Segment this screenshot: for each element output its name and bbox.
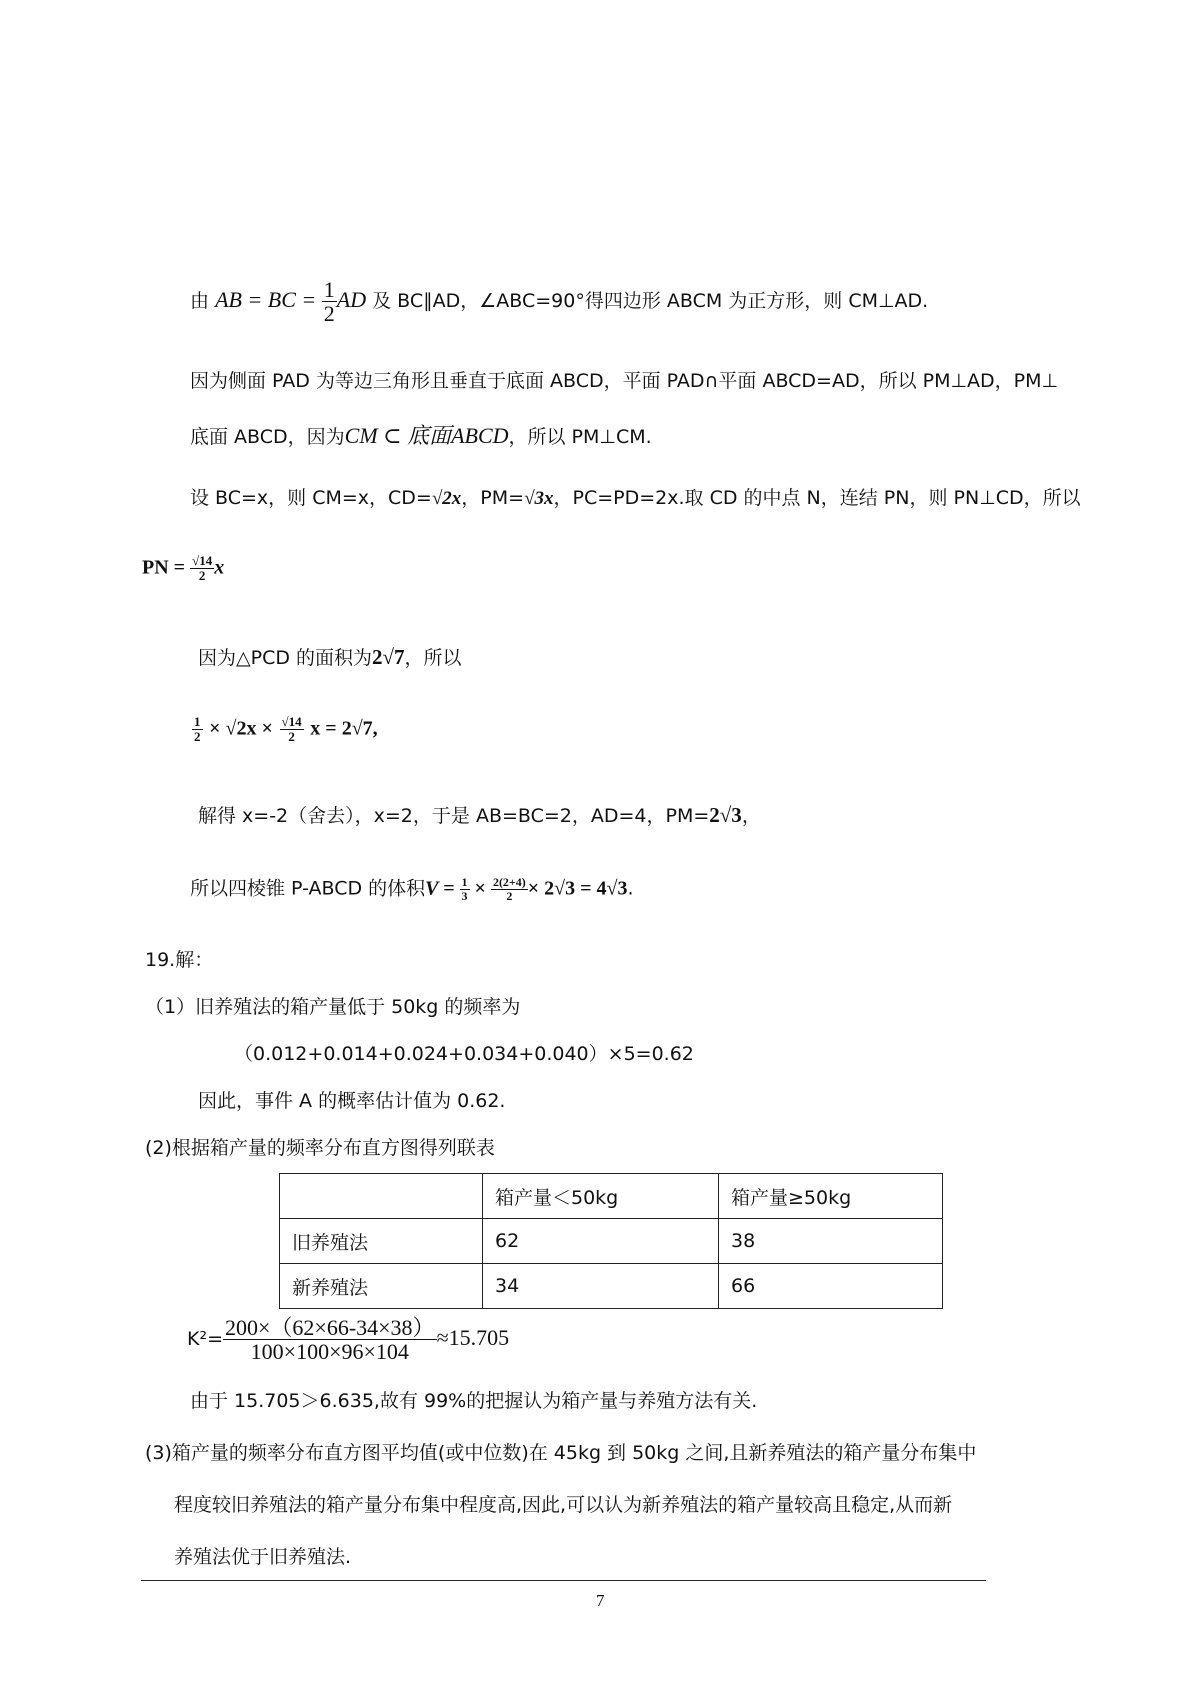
math-cm-subset: CM ⊂ 底面ABCD: [344, 423, 509, 448]
formula-pn: [142, 554, 224, 582]
math-pm-value: 2√3: [709, 803, 742, 827]
part-3-line-2: 程度较旧养殖法的箱产量分布集中程度高,因此,可以认为新养殖法的箱产量较高且稳定,从而新: [174, 1494, 953, 1516]
table-cell: 62: [483, 1219, 719, 1264]
half-fraction: [192, 715, 203, 743]
page-number: 7: [596, 1591, 605, 1610]
frac-num: 1: [194, 714, 201, 729]
text: ，所以 PM⊥CM.: [508, 426, 652, 448]
vol-v: V =: [425, 877, 460, 900]
table-header-row: [280, 1174, 943, 1219]
part-1-calc: （0.012+0.014+0.024+0.034+0.040）×5=0.62: [234, 1043, 694, 1065]
formula-k2: [187, 1316, 509, 1363]
part-2-conclusion: 由于 15.705＞6.635,故有 99%的把握认为箱产量与养殖方法有关.: [190, 1390, 758, 1412]
text: .: [627, 877, 634, 900]
frac-num: √14: [281, 714, 302, 729]
table-row: [280, 1219, 943, 1264]
pn-lhs: PN =: [142, 556, 191, 579]
contingency-table: [279, 1173, 943, 1309]
math-ad: AD: [336, 287, 367, 313]
table-cell: 新养殖法: [280, 1264, 483, 1309]
line-set-bc: [190, 487, 1081, 511]
text: 因为△PCD 的面积为: [198, 647, 373, 669]
frac-den: 100×100×96×104: [250, 1339, 409, 1365]
pn-fraction: [190, 554, 214, 582]
sqrt14-fraction: [280, 715, 304, 743]
math-area: 2√7: [372, 645, 405, 669]
frac-num: 1: [461, 875, 468, 889]
footer-rule: [141, 1580, 986, 1581]
table-header-cell: [280, 1174, 483, 1219]
line-base-face: [190, 423, 652, 449]
table-cell: 38: [719, 1219, 943, 1264]
pn-var: x: [214, 556, 225, 579]
text: 设 BC=x，则 CM=x，CD=: [190, 487, 432, 509]
frac-num: 2(2+4): [492, 875, 526, 889]
math-cd: √2x: [431, 488, 462, 509]
part-2-text: (2)根据箱产量的频率分布直方图得列联表: [145, 1137, 495, 1159]
frac-num: 1: [323, 277, 335, 302]
text: 解得 x=-2（舍去），x=2，于是 AB=BC=2，AD=4，PM=: [198, 805, 710, 827]
math-ab-bc: AB = BC =: [215, 287, 322, 313]
table-cell: 旧养殖法: [280, 1219, 483, 1264]
text: 所以四棱锥 P-ABCD 的体积: [190, 877, 426, 900]
text: ，PC=PD=2x.取 CD 的中点 N，连结 PN，则 PN⊥CD，所以: [553, 487, 1081, 509]
line-volume: 所以四棱锥 P-ABCD 的体积V = $\frac{1}{3}$ × $\frac{2(2+4)}{2}$ × 2√3 = 4√3.: [190, 875, 634, 903]
text: ，所以: [404, 647, 462, 669]
k2-fraction: [223, 1316, 437, 1363]
frac-num: √14: [192, 553, 213, 568]
vol-tail: × 2√3 = 4√3: [527, 877, 628, 900]
part-1-conclusion: 因此，事件 A 的概率估计值为 0.62.: [198, 1090, 506, 1112]
k2-lhs: K²=: [187, 1328, 223, 1351]
frac-den: 2: [323, 301, 335, 327]
fraction-half: [322, 278, 337, 325]
line-area: [198, 645, 462, 670]
table-header-cell: 箱产量＜50kg: [483, 1174, 719, 1219]
frac-den: 2: [288, 728, 295, 744]
text: 及 BC∥AD，∠ABC=90°得四边形 ABCM 为正方形，则 CM⊥AD.: [372, 290, 929, 313]
part-3-line-1: (3)箱产量的频率分布直方图平均值(或中位数)在 45kg 到 50kg 之间,且新养殖法的箱产量分布集中: [145, 1442, 977, 1464]
vol-fraction-third: [460, 876, 470, 902]
formula-area-equation: [192, 715, 378, 743]
part-1-text: （1）旧养殖法的箱产量低于 50kg 的频率为: [145, 996, 521, 1018]
text: 底面 ABCD，因为: [190, 426, 345, 448]
frac-den: 2: [194, 728, 201, 744]
text: ，: [741, 805, 761, 827]
part-3-line-3: 养殖法优于旧养殖法.: [174, 1546, 352, 1568]
line-solve: [198, 803, 761, 828]
frac-den: 3: [461, 888, 468, 903]
line-side-face: 因为侧面 PAD 为等边三角形且垂直于底面 ABCD，平面 PAD∩平面 ABCD=AD，所以 PM⊥AD，PM⊥: [190, 370, 1059, 392]
question-19-heading: 19.解：: [145, 949, 214, 971]
vol-fraction-base: [491, 876, 528, 902]
text: 由: [190, 290, 210, 313]
frac-den: 2: [506, 888, 513, 903]
table-cell: 34: [483, 1264, 719, 1309]
table-cell: 66: [719, 1264, 943, 1309]
table-row: [280, 1264, 943, 1309]
table-header-cell: 箱产量≥50kg: [719, 1174, 943, 1219]
math-pm: √3x: [524, 488, 554, 509]
frac-den: 2: [198, 567, 206, 583]
line-square-proof: [190, 278, 928, 325]
text: ，PM=: [461, 487, 525, 509]
eq-rhs: x = 2√7,: [310, 717, 378, 740]
eq-mid: × √2x ×: [209, 717, 273, 740]
frac-num: 200×（62×66-34×38）: [225, 1315, 435, 1340]
k2-rhs: ≈15.705: [436, 1325, 510, 1351]
